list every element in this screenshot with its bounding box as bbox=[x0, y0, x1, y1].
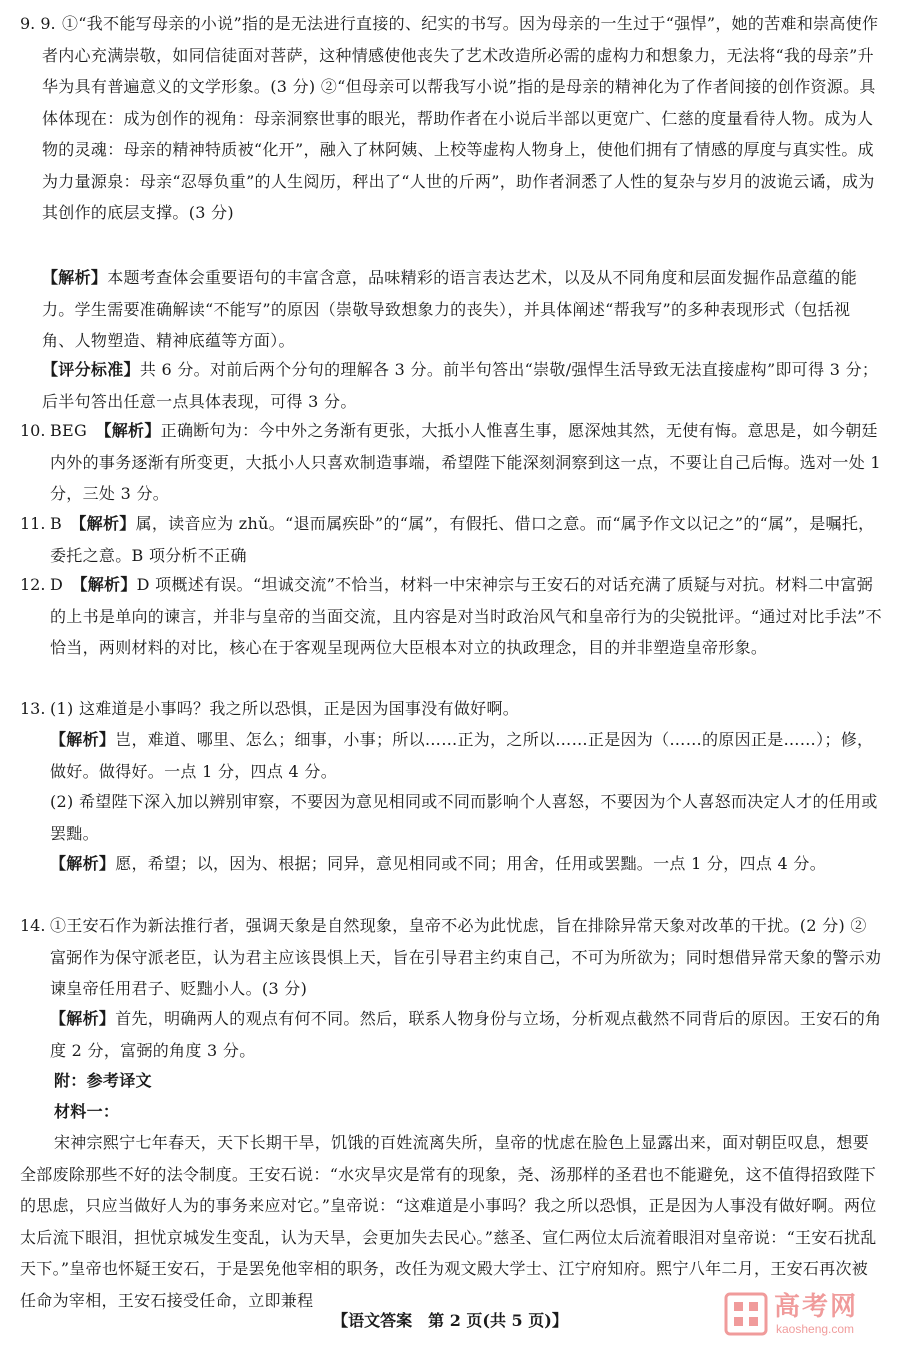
q13-part2: (2) 希望陛下深入加以辨别审察，不要因为意见相同或不同而影响个人喜怒，不要因为个人喜怒而决定人才的任用或罢黜。 bbox=[50, 792, 878, 843]
q11-analysis-label: 【解析】 bbox=[78, 514, 136, 533]
watermark bbox=[724, 1284, 890, 1344]
q14-analysis-label: 【解析】 bbox=[50, 1009, 116, 1028]
q13-analysis2 bbox=[50, 848, 882, 880]
q11-analysis: 属，读音应为 zhǔ。“退而属疾卧”的“属”，有假托、借口之意。而“属予作文以记之”的“属”，是嘱托，委托之意。B 项分析不正确 bbox=[50, 514, 875, 565]
q11-number: 11. bbox=[20, 514, 46, 533]
q9-answer: ①“我不能写母亲的小说”指的是无法进行直接的、纪实的书写。因为母亲的一生过于“强悍”，她的苦难和崇高使作者内心充满崇敬，如同信徒面对菩萨，这种情感使他丧失了艺术改造所必需的虚构力和想象力，无法将“我的母亲”升华为具有普遍意义的文学形象。(3 分) ②“但母亲可以帮我写小说”指的是母亲的精神化为了作者间接的创作资源。具体体现在：成为创作的视角：母亲洞察世事的眼光，帮助作者在小说后半部以更宽广、仁慈的度量看待人物。成为人物的灵魂：母亲的精神特质被“化开”，融入了林阿姨、上校等虚构人物身上，使他们拥有了情感的厚度与真实性。成为力量源泉：母亲“忍辱负重”的人生阅历，秤出了“人世的斤两”，助作者洞悉了人性的复杂与岁月的波诡云谲，成为其创作的底层支撑。(3 分) bbox=[42, 14, 879, 222]
q9-analysis-label: 【解析】 bbox=[42, 268, 108, 287]
page-footer: 【语文答案 第 2 页(共 5 页)】 bbox=[332, 1311, 568, 1330]
translation-text: 宋神宗熙宁七年春天，天下长期干旱，饥饿的百姓流离失所，皇帝的忧虑在脸色上显露出来，面对朝臣叹息，想要全部废除那些不好的法令制度。王安石说：“水灾旱灾是常有的现象，尧、汤那样的圣君也不能避免，这不值得招致陛下的思虑，只应当做好人为的事务来应对它。”皇帝说：“这难道是小事吗？我之所以恐惧，正是因为人事没有做好啊。两位太后流下眼泪，担忧京城发生变乱，认为天旱，会更加失去民心。”慈圣、宣仁两位太后流着眼泪对皇帝说：“王安石扰乱天下。”皇帝也怀疑王安石，于是罢免他宰相的职务，改任为观文殿大学士、江宁府知府。熙宁八年二月，王安石再次被任命为宰相，王安石接受任命，立即兼程 bbox=[20, 1133, 877, 1310]
q9-number: 9. 9. bbox=[20, 14, 56, 33]
q14-number: 14. bbox=[20, 916, 46, 935]
q12-number: 12. bbox=[20, 575, 46, 594]
q10-analysis: 正确断句为：今中外之务渐有更张，大抵小人惟喜生事，愿深烛其然，无使有悔。意思是，如今朝廷内外的事务逐渐有所变更，大抵小人只喜欢制造事端，希望陛下能深刻洞察到这一点，不要让自己后悔。选对一处 1 分，三处 3 分。 bbox=[50, 421, 881, 503]
watermark-logo-icon bbox=[724, 1292, 768, 1336]
q14-analysis-text: 首先，明确两人的观点有何不同。然后，联系人物身份与立场，分析观点截然不同背后的原因。王安石的角度 2 分，富弼的角度 3 分。 bbox=[50, 1009, 882, 1060]
watermark-url: kaosheng.com bbox=[776, 1322, 855, 1336]
material-title: 材料一： bbox=[54, 1102, 120, 1121]
q14-answer: ①王安石作为新法推行者，强调天象是自然现象，皇帝不必为此忧虑，旨在排除异常天象对改革的干扰。(2 分) ②富弼作为保守派老臣，认为君主应该畏惧上天，旨在引导君主约束自己，不可为所欲为；同时想借异常天象的警示劝谏皇帝任用君子、贬黜小人。(3 分) bbox=[50, 916, 882, 998]
q13-analysis1 bbox=[50, 724, 882, 787]
q13-analysis1-label: 【解析】 bbox=[50, 730, 116, 749]
q13-analysis1-text: 岂，难道、哪里、怎么；细事，小事；所以……正为，之所以……正是因为（……的原因正是……）；修，做好。做得好。一点 1 分，四点 4 分。 bbox=[50, 730, 874, 781]
q12-block bbox=[50, 569, 882, 664]
q11-answer: B bbox=[50, 514, 63, 533]
q13-analysis2-label: 【解析】 bbox=[50, 854, 116, 873]
q10-block bbox=[50, 415, 882, 510]
q14-analysis bbox=[50, 1003, 882, 1066]
q9-criteria bbox=[42, 354, 882, 417]
q10-analysis-label: 【解析】 bbox=[103, 421, 161, 440]
q10-answer: BEG bbox=[50, 421, 88, 440]
q9-analysis bbox=[42, 262, 882, 357]
q10-number: 10. bbox=[20, 421, 46, 440]
q12-answer: D bbox=[50, 575, 64, 594]
q12-analysis-label: 【解析】 bbox=[79, 575, 137, 594]
q13-number: 13. bbox=[20, 699, 46, 718]
appendix-title: 附：参考译文 bbox=[54, 1071, 152, 1090]
q9-criteria-label: 【评分标准】 bbox=[42, 360, 140, 379]
watermark-brand: 高考网 bbox=[774, 1292, 859, 1322]
q12-analysis: D 项概述有误。“坦诚交流”不恰当，材料一中宋神宗与王安石的对话充满了质疑与对抗。材料二中富弼的上书是单向的谏言，并非与皇帝的当面交流，且内容是对当时政治风气和皇帝行为的尖锐批评。“通过对比手法”不恰当，两则材料的对比，核心在于客观呈现两位大臣根本对立的执政理念，目的并非塑造皇帝形象。 bbox=[50, 575, 882, 657]
q9-criteria-text: 共 6 分。对前后两个分句的理解各 3 分。前半句答出“崇敬/强悍生活导致无法直接虚构”即可得 3 分；后半句答出任意一点具体表现，可得 3 分。 bbox=[42, 360, 879, 411]
q13-part1: (1) 这难道是小事吗？我之所以恐惧，正是因为国事没有做好啊。 bbox=[50, 699, 520, 718]
q9-analysis-text: 本题考查体会重要语句的丰富含意，品味精彩的语言表达艺术，以及从不同角度和层面发掘作品意蕴的能力。学生需要准确解读“不能写”的原因（崇敬导致想象力的丧失），并具体阐述“帮我写”的多种表现形式（包括视角、人物塑造、精神底蕴等方面）。 bbox=[42, 268, 858, 350]
q13-analysis2-text: 愿，希望；以，因为、根据；同异，意见相同或不同；用舍，任用或罢黜。一点 1 分，四点 4 分。 bbox=[115, 854, 827, 873]
q11-block bbox=[50, 508, 882, 571]
